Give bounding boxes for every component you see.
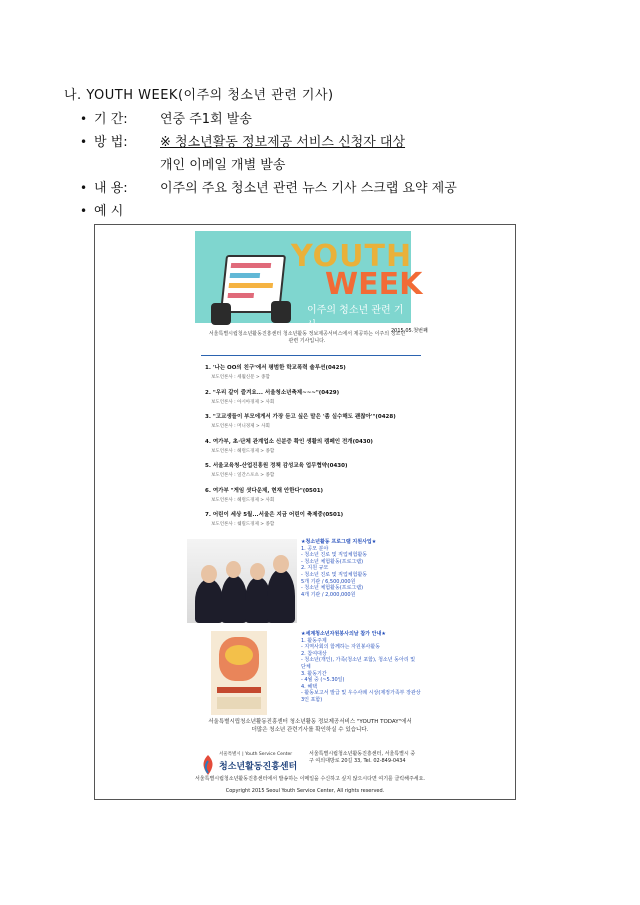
bullet-dot-icon: • [80, 181, 88, 195]
program-line: 4개 기관 / 2,000,000원 [301, 591, 356, 598]
event-line: - 4월 중 (~5.30일) [301, 677, 345, 684]
program-line: - 청소년 체험활동(프로그램) [301, 585, 364, 592]
news-source: 보도언론사 : 헤럴드경제 > 종합 [211, 448, 275, 454]
list-item[interactable] [205, 510, 425, 535]
bullet-dot-icon: • [80, 204, 88, 218]
logo-name: 청소년활동진흥센터 [219, 762, 298, 772]
news-source: 보도언론사 : 헤럴드경제 > 사회 [211, 497, 275, 503]
event-line: 3. 활동기간 [301, 670, 327, 677]
bullet-label: 예 시 [94, 204, 124, 219]
program-heading[interactable]: ★청소년활동 프로그램 지원사업★ [301, 539, 377, 545]
news-list [205, 363, 425, 535]
news-title[interactable]: 4. 여가부, 초·단체 관계업소 신분증 확인 생활의 캠페인 전개(0430) [205, 438, 373, 445]
bullet-period [80, 108, 457, 131]
bullet-label: 기 간: [94, 112, 128, 127]
info-bullets [80, 108, 457, 223]
news-title[interactable]: 5. 서울교육청-산업진흥원 정책 감성교육 업무협약(0430) [205, 463, 348, 469]
event-line: 2. 참여대상 [301, 650, 327, 657]
students-photo [187, 539, 297, 623]
logo-mark-icon [199, 753, 217, 777]
intro-text: 서울특별시립청소년활동진흥센터 청소년활동 정보제공서비스에서 제공하는 이주의 청소년 관련 기사입니다. [208, 331, 406, 344]
bullet-method [80, 131, 457, 154]
program-line: - 청소년 진로 및 직업체험활동 [301, 552, 368, 559]
list-item[interactable] [205, 437, 425, 462]
event-heading[interactable]: ★세계청소년자원봉사의날 참가 안내★ [301, 631, 386, 637]
bullet-example [80, 200, 457, 223]
event-line: 4. 혜택 [301, 683, 318, 690]
hand-icon [211, 303, 231, 325]
program-line: - 청소년 진로 및 직업체험활동 [301, 571, 368, 578]
footer-text: 서울특별시립청소년활동진흥센터 청소년활동 정보제공서비스 "YOUTH TODAY"에서 더많은 청소년 관련기사를 확인하실 수 있습니다. [208, 719, 412, 733]
news-title[interactable]: 3. "고교생들이 부모에게서 가장 듣고 싶은 말은 '좀 실수해도 괜찮아'"(0428) [205, 414, 396, 420]
list-item[interactable] [205, 486, 425, 511]
program-support-box[interactable] [301, 539, 405, 598]
bullet-label: 방 법: [94, 135, 128, 150]
news-source: 보도언론사 : 머니경제 > 사회 [211, 424, 270, 429]
news-source: 보도언론사 : 세월신문 > 종합 [211, 375, 270, 380]
copyright: Copyright 2015 Seoul Youth Service Center, All rights reserved. [225, 788, 385, 794]
logo-top-text: 서울특별시 | Youth Service Center [219, 752, 293, 757]
news-title[interactable]: 6. 여가부 "게임 셧다운제, 현재 안한다"(0501) [205, 487, 324, 494]
program-line: 5개 기관 / 6,500,000원 [301, 578, 356, 585]
program-line: - 청소년 체험활동(프로그램) [301, 558, 364, 565]
event-line: - 청소년(개인), 가족(청소년 포함), 청소년 동아리 및 단체 [301, 657, 416, 670]
banner-title-week: WEEK [325, 267, 423, 302]
issue-date: 2015.05.첫번째 [391, 328, 428, 334]
bullet-dot-icon: • [80, 112, 88, 126]
bullet-value: 이주의 주요 청소년 관련 뉴스 기사 스크랩 요약 제공 [160, 181, 457, 196]
list-item[interactable] [205, 461, 425, 486]
news-source: 보도언론사 : 아시아경제 > 사회 [211, 399, 275, 405]
list-item[interactable] [205, 363, 425, 388]
event-line: - 활동보고서 발급 및 우수사례 시상(제정가족부 장관상 3인 포함) [301, 690, 421, 703]
address-text: 서울특별시립청소년활동진흥센터, 서울특별시 중구 여의대방로 20길 33, Tel. 02-849-0434 [309, 751, 416, 764]
bullet-method-continued: 개인 이메일 개별 발송 [160, 158, 286, 173]
banner-title-youth: YOUTH [291, 239, 413, 274]
hand-icon [271, 301, 291, 323]
event-line: - 지역사회의 함께하는 자원봉사활동 [301, 644, 381, 651]
news-title[interactable]: 2. "우리 같이 즐겨요... 서울청소년축제~~~"(0429) [205, 389, 340, 396]
bullet-value: 연중 주1회 발송 [160, 112, 252, 127]
section-heading: 나. YOUTH WEEK(이주의 청소년 관련 기사) [64, 88, 334, 103]
news-source: 보도언론사 : 일간스포츠 > 종합 [211, 473, 275, 478]
newsletter-example [94, 224, 516, 800]
volunteer-poster [211, 631, 267, 715]
news-title[interactable]: 7. 어린이 세상 5월...서울은 지금 어린이 축제중(0501) [205, 512, 344, 518]
program-line: 1. 공모 분야 [301, 545, 329, 552]
list-item[interactable] [205, 388, 425, 413]
unsubscribe-notice[interactable]: 서울특별시립청소년활동진흥센터에서 발송하는 이메일을 수신하고 싶지 않으시다면 여기를 클릭해주세요. [194, 776, 426, 782]
news-title[interactable]: 1. '나는 OO의 친구'에서 평범한 학교폭력 솔루션(0425) [205, 365, 346, 371]
divider [201, 355, 421, 356]
news-source: 보도언론사 : 쉐릴드경제 > 종합 [211, 522, 275, 527]
bullet-label: 내 용: [94, 181, 128, 196]
list-item[interactable] [205, 412, 425, 437]
bullet-value: ※ 청소년활동 정보제공 서비스 신청자 대상 [160, 135, 406, 150]
banner-subtitle: 이주의 청소년 관련 기사 [307, 305, 404, 331]
program-line: 2. 지원 규모 [301, 565, 329, 572]
youth-week-banner [195, 231, 423, 331]
bullet-dot-icon: • [80, 135, 88, 149]
event-line: 1. 활동주제 [301, 637, 327, 644]
volunteer-event-box[interactable] [301, 631, 421, 704]
bullet-content [80, 177, 457, 200]
